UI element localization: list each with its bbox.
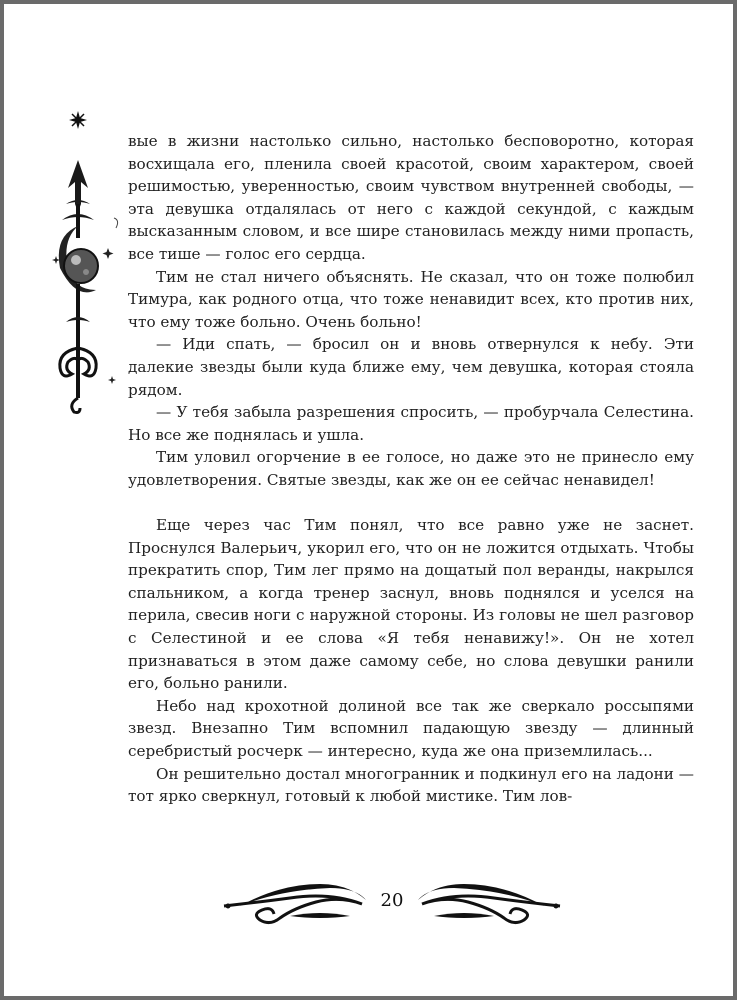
decorative-staff-ornament	[48, 108, 128, 428]
body-text	[128, 130, 694, 808]
paragraph: Тим уловил огорчение в ее голосе, но даже это не принесло ему удовлетворения. Святые звезды, как же он ее сейчас ненавидел!	[128, 448, 694, 489]
paragraph: вые в жизни настолько сильно, настолько бесповоротно, которая восхищала его, пленила своей красотой, своим характером, своей решимостью, уверенностью, своим чувством внутренней свободы, — эта девушка отдалялась от него с каждой секундой, с каждым высказанным словом, и все шире становилась между ними пропасть, все тише — голос его сердца.	[128, 132, 694, 263]
page-footer	[220, 876, 564, 936]
paragraph: Тим не стал ничего объяснять. Не сказал, что он тоже полюбил Тимура, как родного отца, что тоже ненавидит всех, кто против них, что ему тоже больно. Очень больно!	[128, 267, 694, 331]
star-icon	[69, 111, 87, 129]
page-number: 20	[380, 890, 404, 911]
paragraph: Еще через час Тим понял, что все равно уже не заснет. Проснулся Валерьич, укорил его, что он не ложится отдыхать. Чтобы прекратить спор, Тим лег прямо на дощатый пол веранды, накрылся спальником, а когда тренер заснул, вновь поднялся и уселся на перила, свесив ноги с наружной стороны. Из головы не шел разговор с Селестиной и ее слова «Я тебя ненавижу!». Он не хотел признаваться в этом даже самому себе, но слова девушки ранили его, больно ранили.	[128, 516, 694, 693]
paragraph: — У тебя забыла разрешения спросить, — пробурчала Селестина. Но все же поднялась и ушла.	[128, 403, 694, 444]
paragraph: Небо над крохотной долиной все так же сверкало россыпями звезд. Внезапно Тим вспомнил падающую звезду — длинный серебристый росчерк — интересно, куда же она приземлилась...	[128, 696, 694, 761]
paragraph: Он решительно достал многогранник и подкинул его на ладони — тот ярко сверкнул, готовый к любой мистике. Тим лов-	[128, 764, 694, 806]
book-page	[4, 4, 733, 996]
left-scroll-ornament	[220, 876, 370, 936]
paragraph: — Иди спать, — бросил он и вновь отвернулся к небу. Эти далекие звезды были куда ближе ему, чем девушка, которая стояла рядом.	[128, 335, 694, 399]
right-scroll-ornament	[414, 876, 564, 936]
